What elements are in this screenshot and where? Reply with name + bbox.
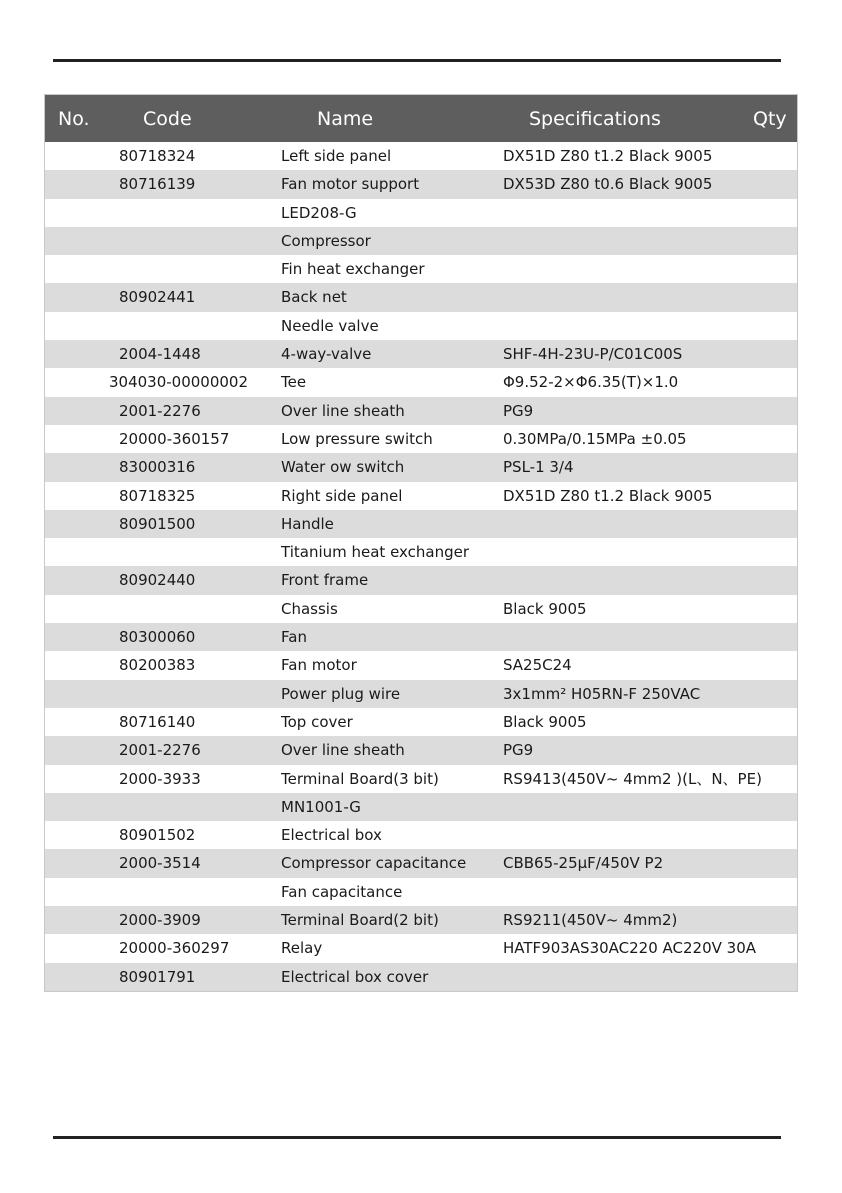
header-code: Code (143, 108, 192, 130)
cell-name: Top cover (281, 712, 353, 731)
cell-spec: RS9413(450V~ 4mm2 )(L、N、PE) (503, 769, 762, 788)
header-no: No. (58, 108, 90, 130)
table-row (45, 708, 797, 736)
cell-code: 2004-1448 (119, 345, 201, 364)
cell-name: Left side panel (281, 147, 392, 165)
cell-name: Low pressure switch (281, 429, 433, 448)
cell-name: Titanium heat exchanger (281, 543, 470, 562)
cell-spec: SA25C24 (503, 656, 572, 675)
table-row (45, 482, 797, 510)
cell-name: Compressor (281, 231, 371, 250)
cell-code: 80300060 (119, 628, 196, 647)
cell-spec: SHF-4H-23U-P/C01C00S (503, 345, 683, 364)
table-row (45, 283, 797, 311)
table-row (45, 453, 797, 481)
cell-spec: PSL-1 3/4 (503, 458, 574, 477)
cell-name: Relay (281, 939, 323, 958)
table-row (45, 906, 797, 934)
cell-name: Water ow switch (281, 458, 405, 477)
header-specifications: Specifications (529, 108, 661, 130)
cell-name: Over line sheath (281, 401, 405, 420)
table-row (45, 821, 797, 849)
table-row (45, 595, 797, 623)
cell-spec: 0.30MPa/0.15MPa ±0.05 (503, 429, 687, 448)
table-row (45, 934, 797, 962)
cell-code: 20000-360297 (119, 939, 230, 958)
cell-name: LED208-G (281, 203, 357, 222)
cell-name: Compressor capacitance (281, 854, 467, 873)
table-row (45, 425, 797, 453)
cell-code: 80901502 (119, 826, 196, 845)
cell-name: Terminal Board(2 bit) (281, 911, 439, 930)
parts-table (44, 94, 798, 992)
cell-code: 80902440 (119, 571, 196, 590)
table-row (45, 312, 797, 340)
cell-name: Tee (281, 373, 307, 392)
cell-code: 2000-3909 (119, 911, 201, 930)
cell-spec: CBB65-25μF/450V P2 (503, 854, 664, 873)
cell-name: Over line sheath (281, 741, 405, 760)
cell-spec: DX51D Z80 t1.2 Black 9005 (503, 486, 713, 505)
cell-name: Needle valve (281, 316, 379, 335)
cell-spec: DX51D Z80 t1.2 Black 9005 (503, 147, 713, 165)
cell-name: Fan capacitance (281, 882, 403, 901)
table-row (45, 397, 797, 425)
cell-code: 80716140 (119, 712, 196, 731)
cell-name: Right side panel (281, 486, 403, 505)
cell-spec: PG9 (503, 401, 534, 420)
cell-name: Fan motor support (281, 175, 420, 194)
table-body (45, 142, 797, 991)
cell-name: Fan motor (281, 656, 357, 675)
cell-name: 4-way-valve (281, 345, 372, 364)
cell-name: Fin heat exchanger (281, 260, 425, 279)
cell-name: Power plug wire (281, 684, 401, 703)
cell-name: Electrical box cover (281, 967, 429, 986)
table-row (45, 878, 797, 906)
cell-name: MN1001-G (281, 797, 361, 816)
cell-code: 80718324 (119, 147, 196, 165)
header-name: Name (317, 108, 374, 130)
cell-code: 80902441 (119, 288, 196, 307)
cell-code: 304030-00000002 (109, 373, 249, 392)
cell-spec: RS9211(450V~ 4mm2) (503, 911, 678, 930)
cell-name: Terminal Board(3 bit) (281, 769, 439, 788)
table-row (45, 793, 797, 821)
cell-spec: Black 9005 (503, 599, 587, 618)
table-row (45, 170, 797, 198)
cell-name: Fan (281, 628, 307, 647)
table-row (45, 623, 797, 651)
table-row (45, 849, 797, 877)
table-row (45, 227, 797, 255)
cell-name: Front frame (281, 571, 369, 590)
table-row (45, 736, 797, 764)
cell-spec: 3x1mm² H05RN-F 250VAC (503, 684, 701, 703)
table-row (45, 538, 797, 566)
cell-name: Chassis (281, 599, 338, 618)
cell-spec: Black 9005 (503, 712, 587, 731)
table-row (45, 566, 797, 594)
cell-code: 83000316 (119, 458, 196, 477)
cell-spec: DX53D Z80 t0.6 Black 9005 (503, 175, 713, 194)
cell-code: 80901500 (119, 514, 196, 533)
table-row (45, 765, 797, 793)
cell-code: 2000-3514 (119, 854, 201, 873)
table-row (45, 510, 797, 538)
table-row (45, 368, 797, 396)
table-row (45, 142, 797, 170)
table-header (45, 95, 797, 142)
cell-name: Handle (281, 514, 334, 533)
cell-spec: PG9 (503, 741, 534, 760)
cell-spec: HATF903AS30AC220 AC220V 30A (503, 939, 757, 958)
table-row (45, 340, 797, 368)
table-row (45, 680, 797, 708)
cell-name: Back net (281, 288, 347, 307)
table-row (45, 651, 797, 679)
header-qty: Qty (753, 108, 787, 130)
cell-spec: Φ9.52-2×Φ6.35(T)×1.0 (503, 373, 679, 392)
cell-code: 2000-3933 (119, 769, 201, 788)
cell-name: Electrical box (281, 826, 382, 845)
cell-code: 80901791 (119, 967, 196, 986)
cell-code: 80716139 (119, 175, 196, 194)
cell-code: 20000-360157 (119, 429, 230, 448)
table-row (45, 255, 797, 283)
bottom-rule (53, 1136, 781, 1139)
top-rule (53, 59, 781, 62)
table-row (45, 963, 797, 991)
table-row (45, 199, 797, 227)
cell-code: 80718325 (119, 486, 196, 505)
cell-code: 2001-2276 (119, 401, 201, 420)
cell-code: 2001-2276 (119, 741, 201, 760)
cell-code: 80200383 (119, 656, 196, 675)
